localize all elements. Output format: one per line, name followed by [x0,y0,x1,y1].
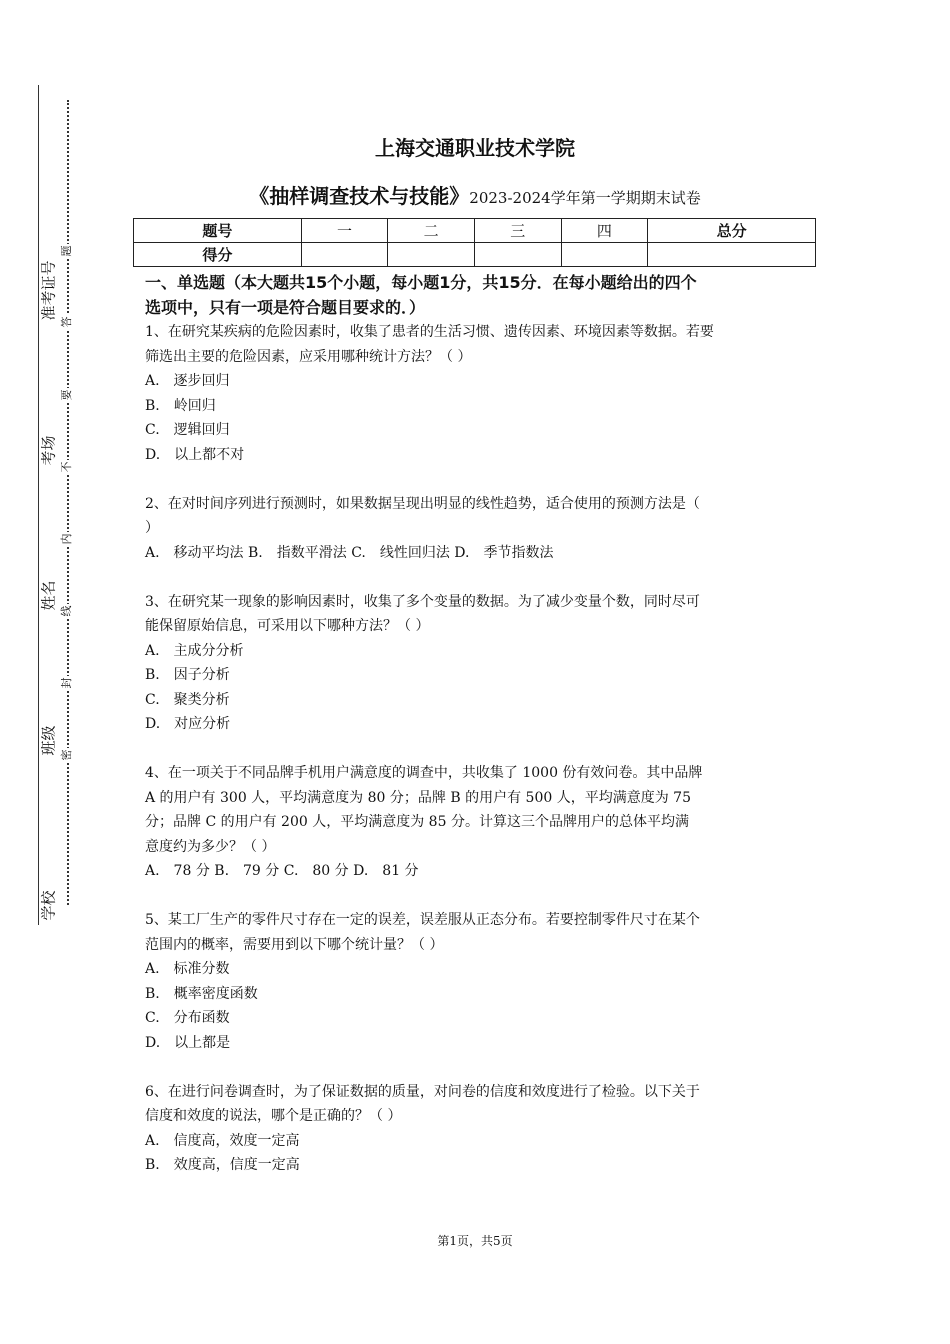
side-label-class: 班级 [39,725,58,756]
question-text: 意度约为多少？（ ） [145,838,276,855]
side-label-school: 学校 [39,890,58,921]
table-cell: 四 [561,219,648,243]
school-title: 上海交通职业技术学院 [375,136,575,160]
seal-char: 线 [60,605,73,617]
options-inline: A. 移动平均法 B. 指数平滑法 C. 线性回归法 D. 季节指数法 [145,544,554,561]
question-text: A 的用户有 300 人，平均满意度为 80 分；品牌 B 的用户有 500 人，平均满意度为 75 [145,789,691,806]
question-5 [145,908,810,1055]
course-name: 《抽样调查技术与技能》 [249,184,470,208]
binding-rule [38,85,39,925]
option-d: D. 以上都不对 [145,446,245,463]
option-b: B. 岭回归 [145,397,216,414]
seal-char: 答 [60,316,73,328]
score-input-cell[interactable] [388,243,475,267]
table-cell: 一 [301,219,388,243]
option-a: A. 标准分数 [145,961,230,977]
question-4 [145,761,810,884]
spacer [145,884,810,909]
seal-char: 要 [60,389,73,401]
seal-char: 密 [60,749,73,761]
section-heading-line: 一、单选题（本大题共15个小题，每小题1分，共15分．在每小题给出的四个 [145,273,697,292]
score-table-score-row [134,243,816,267]
table-cell: 题号 [134,219,302,243]
score-table [133,218,816,267]
score-input-cell[interactable] [474,243,561,267]
section-heading-line: 选项中，只有一项是符合题目要求的．） [145,298,426,317]
option-a: A. 逐步回归 [145,373,230,389]
question-text: 2、在对时间序列进行预测时，如果数据呈现出明显的线性趋势，适合使用的预测方法是（ [145,495,700,512]
option-d: D. 对应分析 [145,716,231,732]
question-3 [145,590,810,737]
question-text: 分；品牌 C 的用户有 200 人，平均满意度为 85 分。计算这三个品牌用户的总体平均满 [145,814,689,830]
seal-char: 内 [60,533,73,545]
table-cell: 总分 [648,219,816,243]
option-b: B. 因子分析 [145,667,230,683]
option-c: C. 分布函数 [145,1010,230,1026]
table-cell: 二 [388,219,475,243]
table-cell: 得分 [134,243,302,267]
question-text: 筛选出主要的危险因素，应采用哪种统计方法？（ ） [145,348,472,365]
question-6 [145,1080,810,1178]
exam-content [145,270,810,1178]
option-c: C. 逻辑回归 [145,422,230,438]
score-input-cell[interactable] [301,243,388,267]
question-text: 5、某工厂生产的零件尺寸存在一定的误差，误差服从正态分布。若要控制零件尺寸在某个 [145,912,700,928]
question-text: 能保留原始信息，可采用以下哪种方法？（ ） [145,618,430,634]
question-1 [145,320,810,467]
spacer [145,737,810,762]
question-text: ） [145,520,159,536]
question-text: 范围内的概率，需要用到以下哪个统计量？（ ） [145,936,444,953]
section-heading [145,270,810,320]
option-a: A. 主成分分析 [145,642,244,659]
term-text: 2023-2024学年第一学期期末试卷 [469,189,701,207]
spacer [145,565,810,590]
seal-char: 题 [60,245,73,257]
question-text: 3、在研究某一现象的影响因素时，收集了多个变量的数据。为了减少变量个数，同时尽可 [145,593,700,610]
question-text: 1、在研究某疾病的危险因素时，收集了患者的生活习惯、遗传因素、环境因素等数据。若要 [145,324,714,340]
option-b: B. 效度高，信度一定高 [145,1157,300,1173]
seal-char: 封 [60,677,73,689]
page-number: 第1页，共5页 [437,1234,513,1248]
question-2 [145,492,810,566]
option-d: D. 以上都是 [145,1034,231,1051]
option-b: B. 概率密度函数 [145,985,258,1002]
seal-dotted-line [67,100,69,905]
question-text: 6、在进行问卷调查时，为了保证数据的质量，对问卷的信度和效度进行了检验。以下关于 [145,1083,700,1100]
score-table-header-row [134,219,816,243]
side-label-exam-room: 考场 [39,435,58,466]
exam-title [0,180,950,209]
options-inline: A. 78 分 B. 79 分 C. 80 分 D. 81 分 [145,863,419,879]
question-text: 信度和效度的说法，哪个是正确的？（ ） [145,1108,402,1124]
score-input-cell[interactable] [561,243,648,267]
score-input-cell[interactable] [648,243,816,267]
option-c: C. 聚类分析 [145,691,230,708]
spacer [145,1055,810,1080]
question-text: 4、在一项关于不同品牌手机用户满意度的调查中，共收集了 1000 份有效问卷。其中品牌 [145,765,703,781]
spacer [145,467,810,492]
side-label-exam-id: 准考证号 [39,260,58,321]
seal-char: 不 [60,461,73,473]
option-a: A. 信度高，效度一定高 [145,1132,300,1149]
side-label-name: 姓名 [39,580,58,611]
table-cell: 三 [474,219,561,243]
